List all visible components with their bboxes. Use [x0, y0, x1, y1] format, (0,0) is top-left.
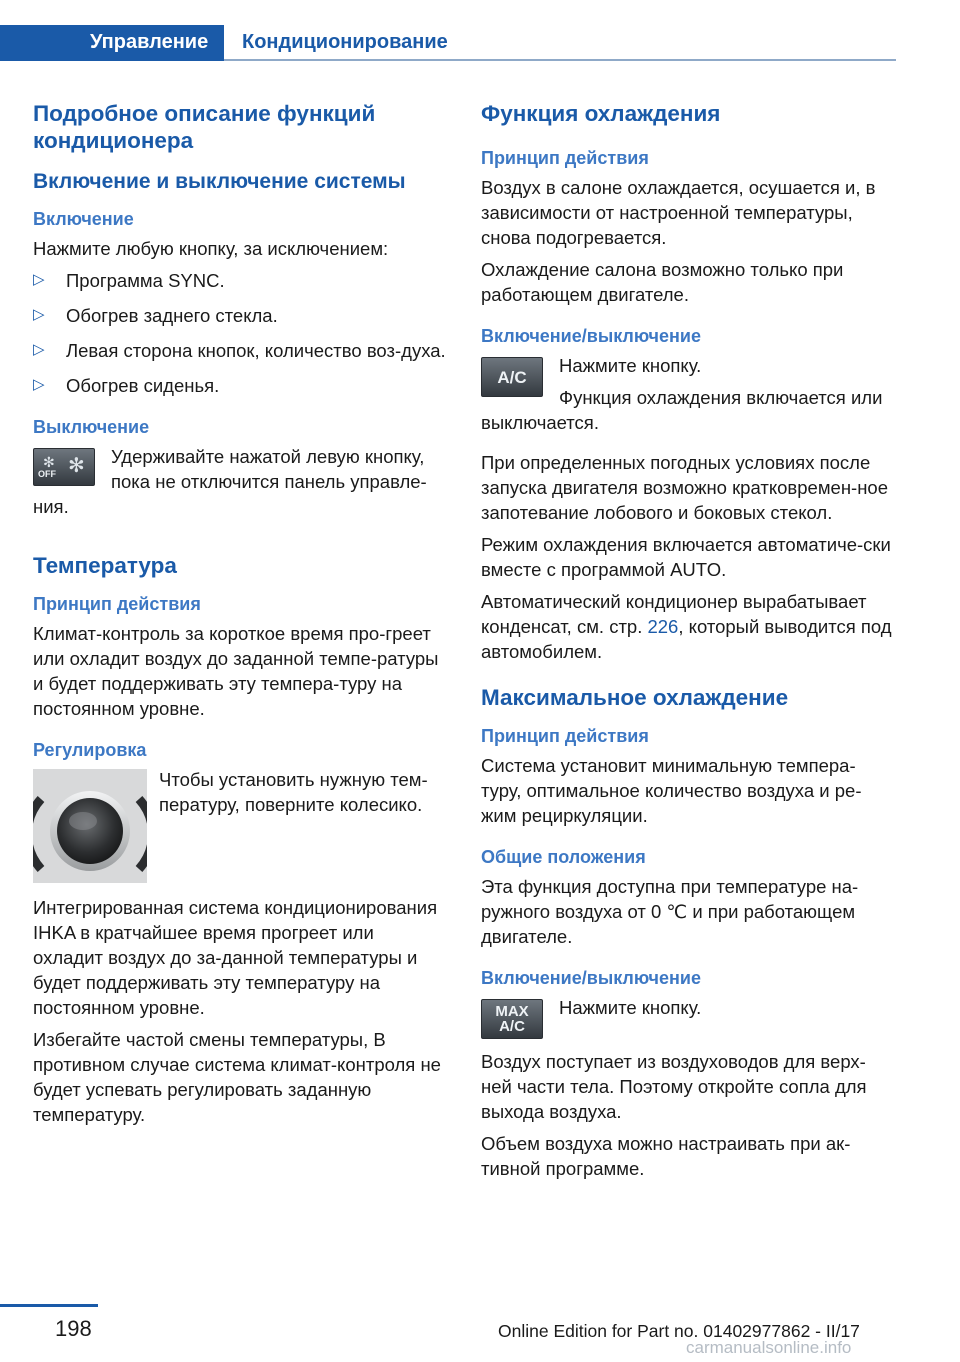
subheading-on: Включение [33, 209, 134, 229]
adjust-text: Чтобы установить нужную тем‐пературу, поверните колесико. [159, 769, 428, 815]
subheading-principle: Принцип действия [481, 148, 649, 168]
max-text-3: Воздух поступает из воздуховодов для верх‐ней части тела. Поэтому откройте сопла для выхода воздуха. [481, 1051, 867, 1122]
fan-small-icon: ✻ [43, 454, 55, 470]
watermark: carmanualsonline.info [686, 1338, 852, 1357]
triangle-bullet-icon: ▷ [33, 271, 45, 288]
cool-text-4: Режим охлаждения включается автоматиче‐ски вместе с программой AUTO. [481, 534, 891, 580]
list-item: ▷ Обогрев заднего стекла. [33, 305, 278, 326]
header-divider [224, 59, 896, 61]
right-column [481, 100, 895, 1188]
cool-text-3: При определенных погодных условиях после запуска двигателя возможно кратковремен‐ное запотевание лобового и боковых стекол. [481, 452, 888, 523]
triangle-bullet-icon: ▷ [33, 306, 45, 323]
dial-knob-icon [33, 769, 147, 883]
cool-text-1: Воздух в салоне охлаждается, осушается и, в зависимости от настроенной температуры, снова подогревается. [481, 177, 876, 248]
list-item: ▷ Обогрев сиденья. [33, 375, 220, 396]
list-item: ▷ Программа SYNC. [33, 270, 225, 291]
on-text: Нажмите любую кнопку, за исключением: [33, 238, 389, 259]
page-number: 198 [55, 1316, 92, 1341]
off-fan-button-image: ✻ ✻ OFF [33, 448, 95, 486]
temp-principle-text: Климат-контроль за короткое время про‐греет или охладит воздух до заданной темпе‐ратуры и будет поддерживать эту темпера‐туру на постоянном уровне. [33, 623, 439, 719]
section-heading-max-cooling: Максимальное охлаждение [481, 685, 789, 710]
off-text: Удерживайте нажатой левую кнопку, пока не отключится панель управле‐ния. [33, 446, 427, 517]
ihka-text: Интегрированная система кондиционирования IHKA в кратчайшее время прогреет или охладит воздух до за‐данной температуры и будет поддерживать эту температуру на постоянном уровне. [33, 897, 438, 1018]
max-text-2: Эта функция доступна при температуре на‐ружного воздуха от 0 ℃ и при работающем двигателе. [481, 876, 859, 947]
section-heading-temperature: Температура [33, 553, 177, 578]
subheading-off: Выключение [33, 417, 150, 437]
max-press-text: Нажмите кнопку. [559, 997, 702, 1018]
header-tab-section[interactable]: Кондиционирование [242, 31, 448, 53]
subheading-onoff: Включение/выключение [481, 326, 701, 346]
avoid-text: Избегайте частой смены температуры, В противном случае система климат-контроля не будет успевать регулировать заданную температуру. [33, 1029, 441, 1125]
edition-text: Online Edition for Part no. 01402977862 - II/17 [498, 1321, 860, 1341]
subheading-onoff-2: Включение/выключение [481, 968, 701, 988]
section-heading-cooling: Функция охлаждения [481, 101, 721, 126]
cool-text-5: Автоматический кондиционер вырабатывает конденсат, см. стр. 226, который выводится под автомобилем. [481, 591, 892, 662]
list-item: ▷ Левая сторона кнопок, количество воз‐духа. [33, 340, 446, 361]
left-column [33, 100, 447, 1134]
page-title: Подробное описание функций кондиционера [33, 101, 376, 153]
ac-press-text: Нажмите кнопку. [559, 355, 702, 376]
page-reference-link[interactable]: 226 [647, 616, 679, 637]
fan-large-icon: ✻ [68, 455, 85, 477]
ac-result-text: Функция охлаждения включается или выключается. [481, 387, 883, 433]
subheading-adjust: Регулировка [33, 740, 147, 760]
max-text-4: Объем воздуха можно настраивать при ак‐тивной программе. [481, 1133, 851, 1179]
max-text-1: Система установит минимальную темпера‐туру, оптимальное количество воздуха и ре‐жим рециркуляции. [481, 755, 862, 826]
subheading-principle-2: Принцип действия [481, 726, 649, 746]
cool-text-2: Охлаждение салона возможно только при работающем двигателе. [481, 259, 844, 305]
ac-button-image: A/C [481, 357, 543, 397]
triangle-bullet-icon: ▷ [33, 376, 45, 393]
exception-list [33, 268, 447, 398]
temperature-dial-image [33, 769, 147, 883]
footer-accent-bar [0, 1304, 98, 1307]
max-ac-button-image: MAX A/C [481, 999, 543, 1039]
section-heading-onoff: Включение и выключение системы [33, 170, 406, 193]
subheading-principle: Принцип действия [33, 594, 201, 614]
triangle-bullet-icon: ▷ [33, 341, 45, 358]
subheading-general: Общие положения [481, 847, 646, 867]
header-tab-active[interactable]: Управление [90, 31, 209, 53]
